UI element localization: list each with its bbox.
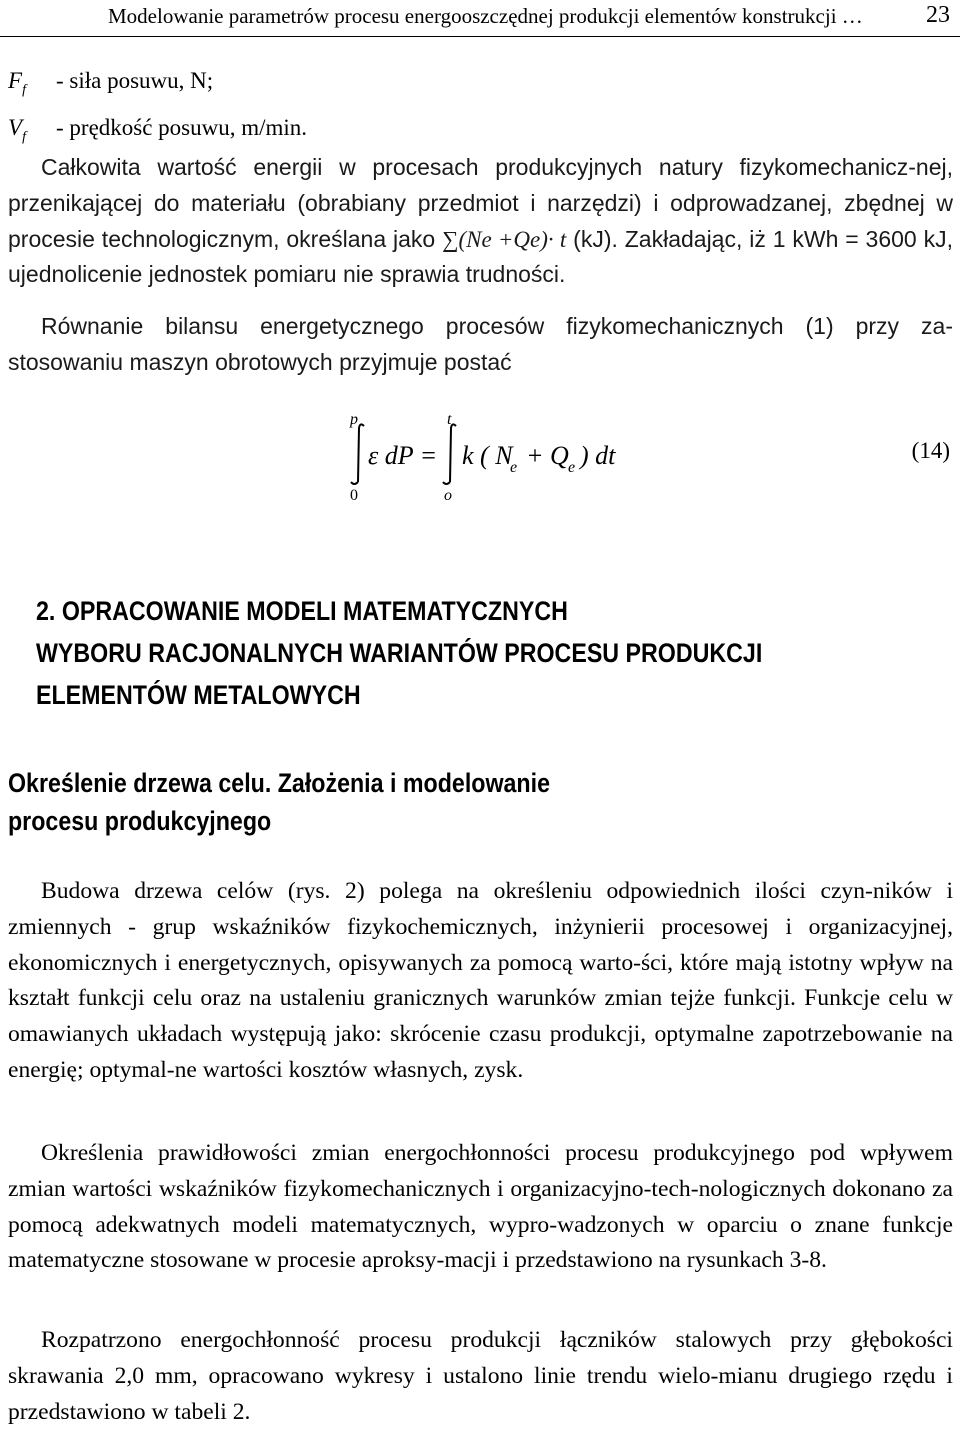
- paragraph-energy: [8, 150, 953, 293]
- integral-upper-limit: t: [447, 411, 452, 428]
- section-heading-line: WYBORU RACJONALNYCH WARIANTÓW PROCESU PRODUKCJI: [36, 638, 763, 668]
- subsection-heading-line: Określenie drzewa celu. Założenia i modelowanie: [8, 768, 550, 798]
- paragraph-text: Budowa drzewa celów (rys. 2) polega na określeniu odpowiednich ilości czyn-ników i zmiennych - grup wskaźników fizykochemicznych, inżynierii procesowej i organizacyjnej, ekonomicznych i energetycznych, opisywanych za pomocą warto-ści, które mają istotny wpływ na kształt funkcji celu oraz na ustaleniu granicznych warunków zmian tejże funkcji. Funkcje celu w omawianych układach występują jako: skrócenie czasu produkcji, optymalne zapotrzebowanie na energię; optymal-ne wartości kosztów własnych, zysk.: [8, 878, 953, 1083]
- paragraph-text: Równanie bilansu energetycznego procesów fizykomechanicznych (1) przy za-stosowaniu maszyn obrotowych przyjmuje postać: [8, 313, 953, 375]
- definition-row: [8, 62, 307, 109]
- paragraph-goal-tree: [8, 874, 953, 1089]
- inline-formula: ∑(Ne +Qe)· t: [442, 226, 567, 252]
- equation-14: [340, 408, 740, 508]
- equation-subscript: e: [510, 459, 518, 476]
- definition-text: - siła posuwu, N;: [56, 68, 214, 93]
- paragraph-text: Rozpatrzono energochłonność procesu produkcji łączników stalowych przy głębokości skrawania 2,0 mm, opracowano wykresy i ustalono linie trendu wielo-mianu drugiego rzędu i przedstawiono w tabeli 2.: [8, 1327, 953, 1425]
- integral-lower-limit: o: [444, 487, 452, 504]
- symbol-definitions: [8, 62, 307, 155]
- section-heading: [36, 590, 762, 716]
- running-header: [0, 0, 960, 37]
- equation-right-part: + Q: [526, 441, 569, 470]
- definition-symbol: $F_f$: [8, 68, 26, 98]
- definition-text: - prędkość posuwu, m/min.: [56, 114, 308, 140]
- integral-sign: [443, 424, 456, 484]
- equation-graphic: [340, 408, 740, 508]
- page-number: 23: [926, 2, 950, 28]
- integral-lower-limit: 0: [350, 487, 358, 504]
- subsection-heading: [8, 764, 550, 840]
- section-heading-line: ELEMENTÓW METALOWYCH: [36, 680, 361, 710]
- definition-row: [8, 109, 307, 156]
- equation-left-side: ε dP =: [368, 441, 438, 470]
- paragraph-balance: [8, 309, 953, 381]
- equation-subscript: e: [568, 459, 576, 476]
- section-heading-line: 2. OPRACOWANIE MODELI MATEMATYCZNYCH: [36, 596, 568, 626]
- paragraph-text: (kJ). Zakładając, iż 1 kWh = 3600 kJ, ujednolicenie jednostek pomiaru nie sprawia trudności.: [8, 225, 953, 288]
- paragraph-energy-intensity: [8, 1136, 953, 1279]
- paragraph-text: Całkowita wartość energii w procesach produkcyjnych natury fizykomechanicz-nej, przenikającej do materiału (obrabiany przedmiot i narzędzi) i odprowadzanej, zbędnej w procesie technologicznym, określana jako: [8, 154, 953, 252]
- running-header-title: Modelowanie parametrów procesu energooszczędnej produkcji elementów konstrukcji …: [108, 4, 863, 28]
- equation-right-part: ) dt: [580, 441, 616, 470]
- equation-number: (14): [911, 438, 950, 463]
- paragraph-fasteners: [8, 1323, 953, 1430]
- integral-upper-limit: p: [350, 411, 358, 428]
- subsection-heading-line: procesu produkcyjnego: [8, 806, 272, 836]
- paragraph-text: Określenia prawidłowości zmian energochłonności procesu produkcyjnego pod wpływem zmian wartości wskaźników fizykomechanicznych i organizacyjno-tech-nologicznych dokonano za pomocą adekwatnych modeli matematycznych, wypro-wadzonych w oparciu o znane funkcje matematyczne stosowane w procesie aproksy-macji i przedstawiono na rysunkach 3-8.: [8, 1140, 953, 1274]
- definition-symbol: $V_f$: [8, 114, 26, 145]
- integral-sign: [351, 424, 364, 484]
- equation-right-part: k ( N: [462, 441, 513, 470]
